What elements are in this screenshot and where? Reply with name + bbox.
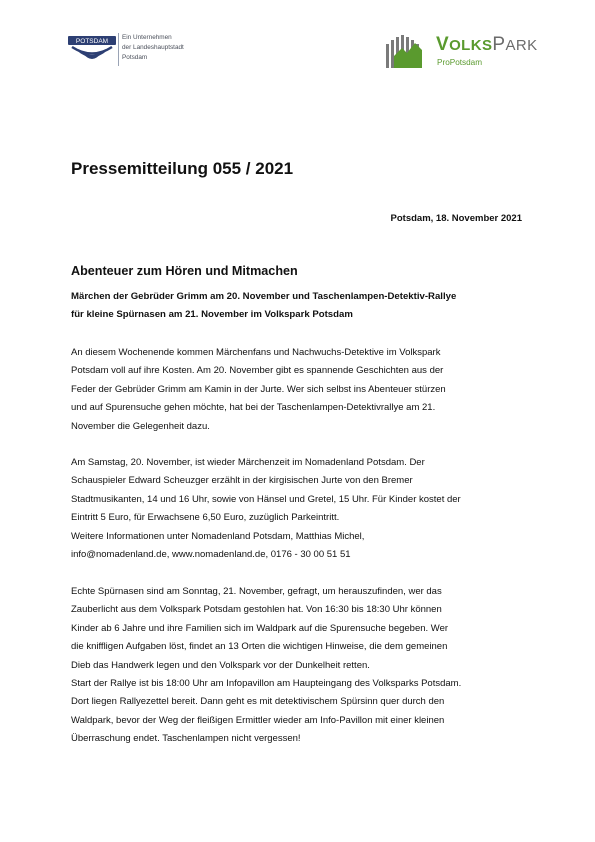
paragraph-line: Potsdam voll auf ihre Kosten. Am 20. November gibt es spannende Geschichten aus der <box>71 365 444 377</box>
paragraph-line: Weitere Informationen unter Nomadenland Potsdam, Matthias Michel, <box>71 530 365 542</box>
paragraph-maerchen <box>71 454 531 564</box>
paragraph-line: die kniffligen Aufgaben löst, findet an 13 Orten die wichtigen Hinweise, die dem gemeinen <box>71 641 448 653</box>
paragraph-line: Start der Rallye ist bis 18:00 Uhr am Infopavillon am Haupteingang des Volksparks Potsdam. <box>71 678 462 690</box>
subheadline-line: für kleine Spürnasen am 21. November im Volkspark Potsdam <box>71 309 353 320</box>
date-line: Potsdam, 18. November 2021 <box>390 213 522 224</box>
volkspark-logo-text <box>436 34 537 57</box>
subsidiary-line: Ein Unternehmen <box>122 34 172 41</box>
volkspark-subtitle: ProPotsdam <box>437 58 483 67</box>
paragraph-line: Überraschung endet. Taschenlampen nicht vergessen! <box>71 733 301 745</box>
subsidiary-line: der Landeshauptstadt <box>122 44 184 52</box>
paragraph-line: Echte Spürnasen sind am Sonntag, 21. November, gefragt, um herauszufinden, wer das <box>71 586 442 597</box>
subsidiary-text <box>122 33 184 64</box>
paragraph-line: Schauspieler Edward Scheuzger erzählt in der kirgisischen Jurte von den Bremer <box>71 475 413 487</box>
paragraph-line: Stadtmusikanten, 14 und 16 Uhr, sowie von Hänsel und Gretel, 15 Uhr. Für Kinder kostet der <box>71 493 461 505</box>
paragraph-line: November die Gelegenheit dazu. <box>71 420 210 432</box>
paragraph-line: Waldpark, bevor der Weg der fleißigen Ermittler wieder am Info-Pavillon mit einer kleinen <box>71 714 445 726</box>
paragraph-rallye <box>71 583 531 749</box>
paragraph-line: Zauberlicht aus dem Volkspark Potsdam gestohlen hat. Von 16:30 bis 18:30 Uhr können <box>71 604 442 616</box>
page-title: Pressemitteilung 055 / 2021 <box>71 159 294 178</box>
paragraph-line: Eintritt 5 Euro, für Erwachsene 6,50 Euro, zuzüglich Parkeintritt. <box>71 512 340 524</box>
paragraph-intro <box>71 344 531 436</box>
volkspark-name-olks: OLKS <box>449 37 493 54</box>
paragraph-line: und auf Spurensuche gehen möchte, hat bei der Taschenlampen-Detektivrallye am 21. <box>71 402 436 414</box>
paragraph-line: Feder der Gebrüder Grimm am Kamin in der Jurte. Wer sich selbst ins Abenteuer stürzen <box>71 383 446 395</box>
volkspark-name-v: V <box>436 34 450 55</box>
subsidiary-line: Potsdam <box>122 54 148 62</box>
potsdam-logo <box>66 36 118 66</box>
volkspark-tree-icon <box>385 34 431 70</box>
paragraph-line: Kinder ab 6 Jahre und ihre Familien sich im Waldpark auf die Spurensuche begeben. Wer <box>71 622 449 634</box>
paragraph-line: Dort liegen Rallyezettel bereit. Dann geht es mit detektivischem Spürsinn quer durch den <box>71 696 445 708</box>
potsdam-logo-text: POTSDAM <box>75 38 109 45</box>
paragraph-line: An diesem Wochenende kommen Märchenfans und Nachwuchs-Detektive im Volkspark <box>71 347 441 358</box>
volkspark-name-p: P <box>492 34 506 55</box>
volkspark-name-ark: ARK <box>505 37 538 54</box>
paragraph-line: Am Samstag, 20. November, ist wieder Märchenzeit im Nomadenland Potsdam. Der <box>71 457 425 468</box>
contact-line: info@nomadenland.de, www.nomadenland.de, 0176 - 30 00 51 51 <box>71 549 351 561</box>
subheadline <box>71 288 531 324</box>
headline: Abenteuer zum Hören und Mitmachen <box>71 264 298 278</box>
subheadline-line: Märchen der Gebrüder Grimm am 20. November und Taschenlampen-Detektiv-Rallye <box>71 291 457 302</box>
paragraph-line: Dieb das Handwerk legen und den Volkspark vor der Dunkelheit retten. <box>71 659 370 671</box>
logo-divider <box>118 33 119 66</box>
